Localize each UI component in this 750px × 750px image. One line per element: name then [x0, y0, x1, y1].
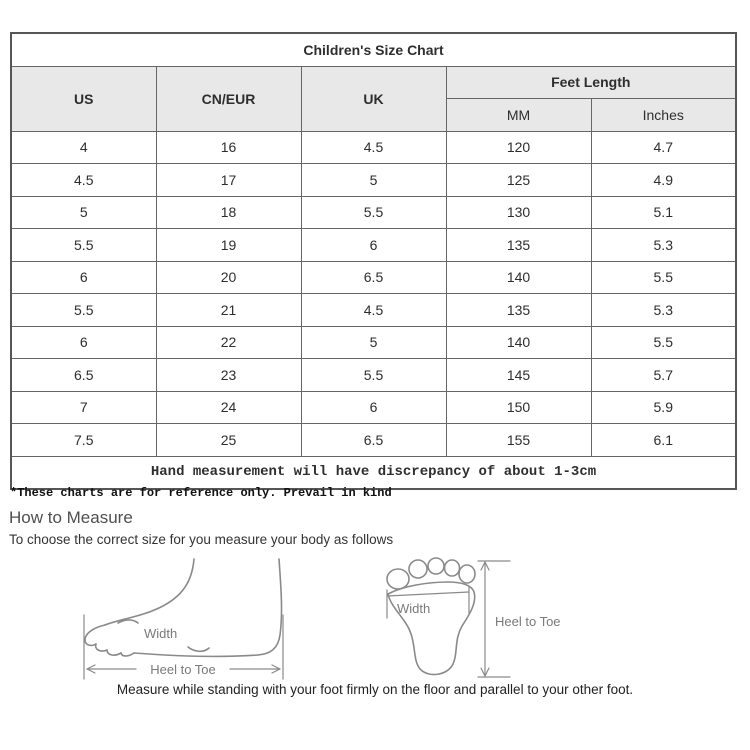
size-row [11, 196, 736, 229]
side-heel-to-toe-label: Heel to Toe [150, 662, 216, 677]
subcol-header-mm: MM [446, 99, 591, 132]
how-to-measure-heading: How to Measure [9, 508, 133, 527]
size-cell: 6.5 [301, 424, 446, 457]
size-cell: 145 [446, 359, 591, 392]
measure-caption: Measure while standing with your foot firmly on the floor and parallel to your other foot. [116, 682, 634, 697]
size-cell: 7 [11, 391, 156, 424]
size-cell: 135 [446, 294, 591, 327]
children-size-chart-table [10, 32, 737, 490]
size-cell: 4.5 [301, 131, 446, 164]
size-cell: 135 [446, 229, 591, 262]
size-cell: 23 [156, 359, 301, 392]
chart-header [11, 33, 736, 131]
header-row [11, 66, 736, 99]
subcol-header-inches: Inches [591, 99, 736, 132]
size-cell: 6.1 [591, 424, 736, 457]
size-cell: 5.3 [591, 229, 736, 262]
size-cell: 6 [11, 261, 156, 294]
size-cell: 4.5 [301, 294, 446, 327]
size-cell: 140 [446, 326, 591, 359]
size-cell: 6 [301, 229, 446, 262]
size-cell: 125 [446, 164, 591, 197]
foot-sole-view-drawing [383, 556, 583, 682]
size-cell: 6.5 [11, 359, 156, 392]
col-header-cn-eur: CN/EUR [156, 66, 301, 131]
foot-sole-view-diagram [383, 556, 583, 682]
size-row [11, 261, 736, 294]
size-cell: 5.3 [591, 294, 736, 327]
size-cell: 5.1 [591, 196, 736, 229]
size-cell: 6 [301, 391, 446, 424]
size-row [11, 424, 736, 457]
size-cell: 4.9 [591, 164, 736, 197]
sole-width-label: Width [397, 601, 431, 616]
size-cell: 5.5 [301, 196, 446, 229]
size-cell: 16 [156, 131, 301, 164]
size-cell: 140 [446, 261, 591, 294]
chart-title: Children's Size Chart [11, 33, 736, 66]
size-cell: 155 [446, 424, 591, 457]
foot-side-view-drawing [78, 557, 290, 685]
size-cell: 5.5 [301, 359, 446, 392]
size-cell: 22 [156, 326, 301, 359]
chart-footer [11, 456, 736, 489]
size-cell: 5 [11, 196, 156, 229]
size-cell: 5 [301, 164, 446, 197]
size-cell: 7.5 [11, 424, 156, 457]
foot-side-view-diagram [78, 557, 290, 685]
size-cell: 19 [156, 229, 301, 262]
size-cell: 5.5 [591, 261, 736, 294]
col-header-uk: UK [301, 66, 446, 131]
measurement-footnote: Hand measurement will have discrepancy of about 1-3cm [11, 456, 736, 489]
size-row [11, 294, 736, 327]
size-cell: 6.5 [301, 261, 446, 294]
col-header-feet-length: Feet Length [446, 66, 736, 99]
size-row [11, 359, 736, 392]
size-row [11, 131, 736, 164]
size-cell: 150 [446, 391, 591, 424]
size-row [11, 326, 736, 359]
size-cell: 5.5 [11, 294, 156, 327]
size-cell: 5.7 [591, 359, 736, 392]
size-cell: 120 [446, 131, 591, 164]
size-cell: 21 [156, 294, 301, 327]
side-width-label: Width [144, 626, 178, 641]
size-row [11, 164, 736, 197]
footnote-row [11, 456, 736, 489]
sole-heel-to-toe-label: Heel to Toe [495, 614, 561, 629]
size-row [11, 229, 736, 262]
size-cell: 5.9 [591, 391, 736, 424]
size-cell: 25 [156, 424, 301, 457]
size-cell: 4.5 [11, 164, 156, 197]
chart-body [11, 131, 736, 456]
size-cell: 5.5 [591, 326, 736, 359]
size-cell: 5 [301, 326, 446, 359]
reference-note: *These charts are for reference only. Prevail in kind [10, 486, 392, 500]
size-cell: 5.5 [11, 229, 156, 262]
size-cell: 17 [156, 164, 301, 197]
how-to-measure-intro: To choose the correct size for you measure your body as follows [9, 532, 394, 547]
col-header-us: US [11, 66, 156, 131]
size-cell: 18 [156, 196, 301, 229]
size-cell: 24 [156, 391, 301, 424]
title-row [11, 33, 736, 66]
size-cell: 4 [11, 131, 156, 164]
size-row [11, 391, 736, 424]
size-cell: 4.7 [591, 131, 736, 164]
size-cell: 20 [156, 261, 301, 294]
size-cell: 6 [11, 326, 156, 359]
size-cell: 130 [446, 196, 591, 229]
